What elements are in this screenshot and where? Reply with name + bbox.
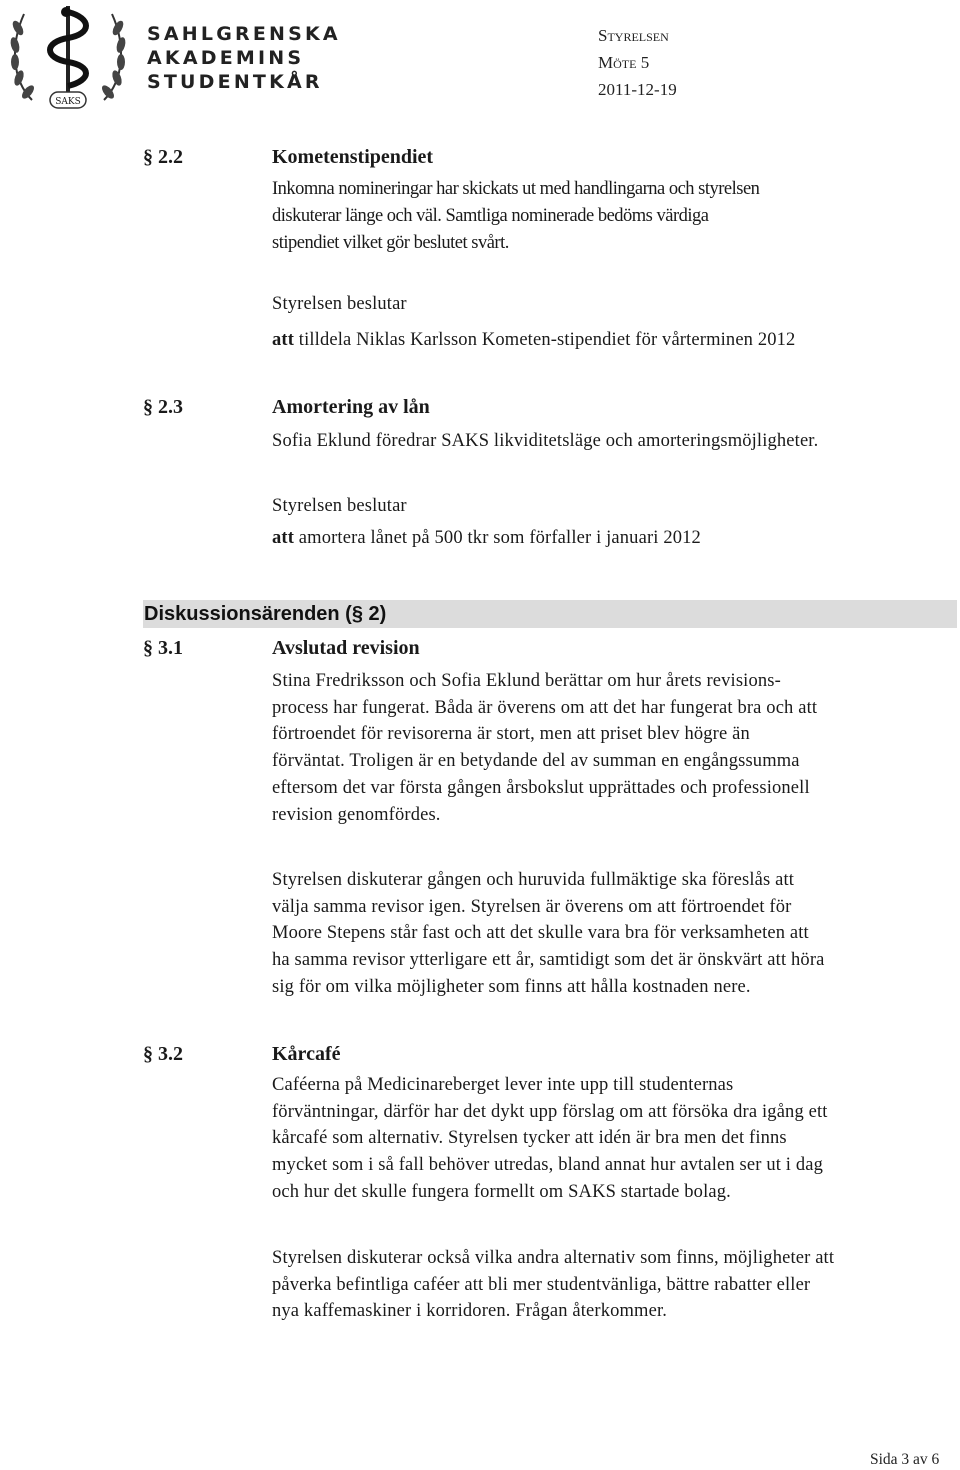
- section-body: Sofia Eklund föredrar SAKS likviditetsläge och amorteringsmöjligheter.: [272, 431, 819, 451]
- decision-att: att: [272, 528, 295, 548]
- section-symbol: §: [143, 637, 153, 659]
- org-line: STUDENTKÅR: [147, 71, 323, 93]
- section-title: Avslutad revision: [272, 637, 420, 659]
- section-body: Stina Fredriksson och Sofia Eklund berättar om hur årets revisions- process har fungerat. Båda är överens om att det har fungerat bra och att förtroendet för revisorerna är stort, men att priset blev högre än förväntat. Troligen är en betydande del av summan en engångssumma eftersom det var första gången årsbokslut upprättades och professionell revision genomfördes.: [272, 671, 818, 825]
- section-number: § 2.2: [143, 146, 183, 168]
- section-number: § 3.1: [143, 637, 183, 659]
- org-line: AKADEMINS: [147, 47, 305, 69]
- section-title: Kårcafé: [272, 1043, 341, 1065]
- section-title: Kometenstipendiet: [272, 146, 434, 168]
- decision: att amortera lånet på 500 tkr som förfaller i januari 2012: [272, 528, 701, 548]
- discussion-heading: Diskussionsärenden (§ 2): [144, 603, 387, 625]
- section-symbol: §: [143, 146, 153, 168]
- decision-intro: Styrelsen beslutar: [272, 496, 407, 516]
- org-line: SAHLGRENSKA: [147, 23, 341, 45]
- section-number: § 2.3: [143, 396, 183, 418]
- meta-meeting: Möte 5: [598, 53, 650, 72]
- section-discussion: Styrelsen diskuterar gången och huruvida fullmäktige ska föreslås att välja samma revisor igen. Styrelsen är överens om att förtroendet för Moore Stepens står fast och att det skulle vara bra för verksamheten att ha samma revisor ytterligare ett år, samtidigt som det är önskvärt att höra sig för om vilka möjligheter som finns att hålla kostnaden nere.: [272, 870, 825, 997]
- meta-date: 2011-12-19: [598, 80, 677, 99]
- decision: att tilldela Niklas Karlsson Kometen-stipendiet för vårterminen 2012: [272, 330, 796, 350]
- section-body: Caféerna på Medicinareberget lever inte upp till studenternas förväntningar, därför har det dykt upp förslag om att försöka dra igång ett kårcafé som alternativ. Styrelsen tycker att idén är bra men det finns mycket som i så fall behöver utredas, bland annat hur avtalen ser ut i dag och hur det skulle fungera formellt om SAKS startade bolag.: [272, 1075, 828, 1202]
- organization-name: [147, 22, 341, 94]
- header-meta: [598, 22, 677, 103]
- page-number: Sida 3 av 6: [870, 1451, 940, 1468]
- decision-att: att: [272, 330, 295, 350]
- saks-logo: [2, 0, 134, 118]
- section-body: Inkomna nomineringar har skickats ut med handlingarna och styrelsen diskuterar länge och väl. Samtliga nominerade bedöms värdiga stipendiet vilket gör beslutet svårt.: [272, 179, 760, 253]
- section-body: Styrelsen diskuterar också vilka andra alternativ som finns, möjligheter att påverka befintliga caféer att bli mer studentvänliga, bättre rabatter eller nya kaffemaskiner i korridoren. Frågan återkommer.: [272, 1248, 835, 1322]
- section-symbol: §: [143, 1043, 153, 1065]
- section-number: § 3.2: [143, 1043, 183, 1065]
- logo-text: SAKS: [55, 97, 81, 107]
- section-symbol: §: [143, 396, 153, 418]
- section-title: Amortering av lån: [272, 396, 430, 418]
- meta-body: Styrelsen: [598, 26, 669, 45]
- decision-intro: Styrelsen beslutar: [272, 294, 407, 314]
